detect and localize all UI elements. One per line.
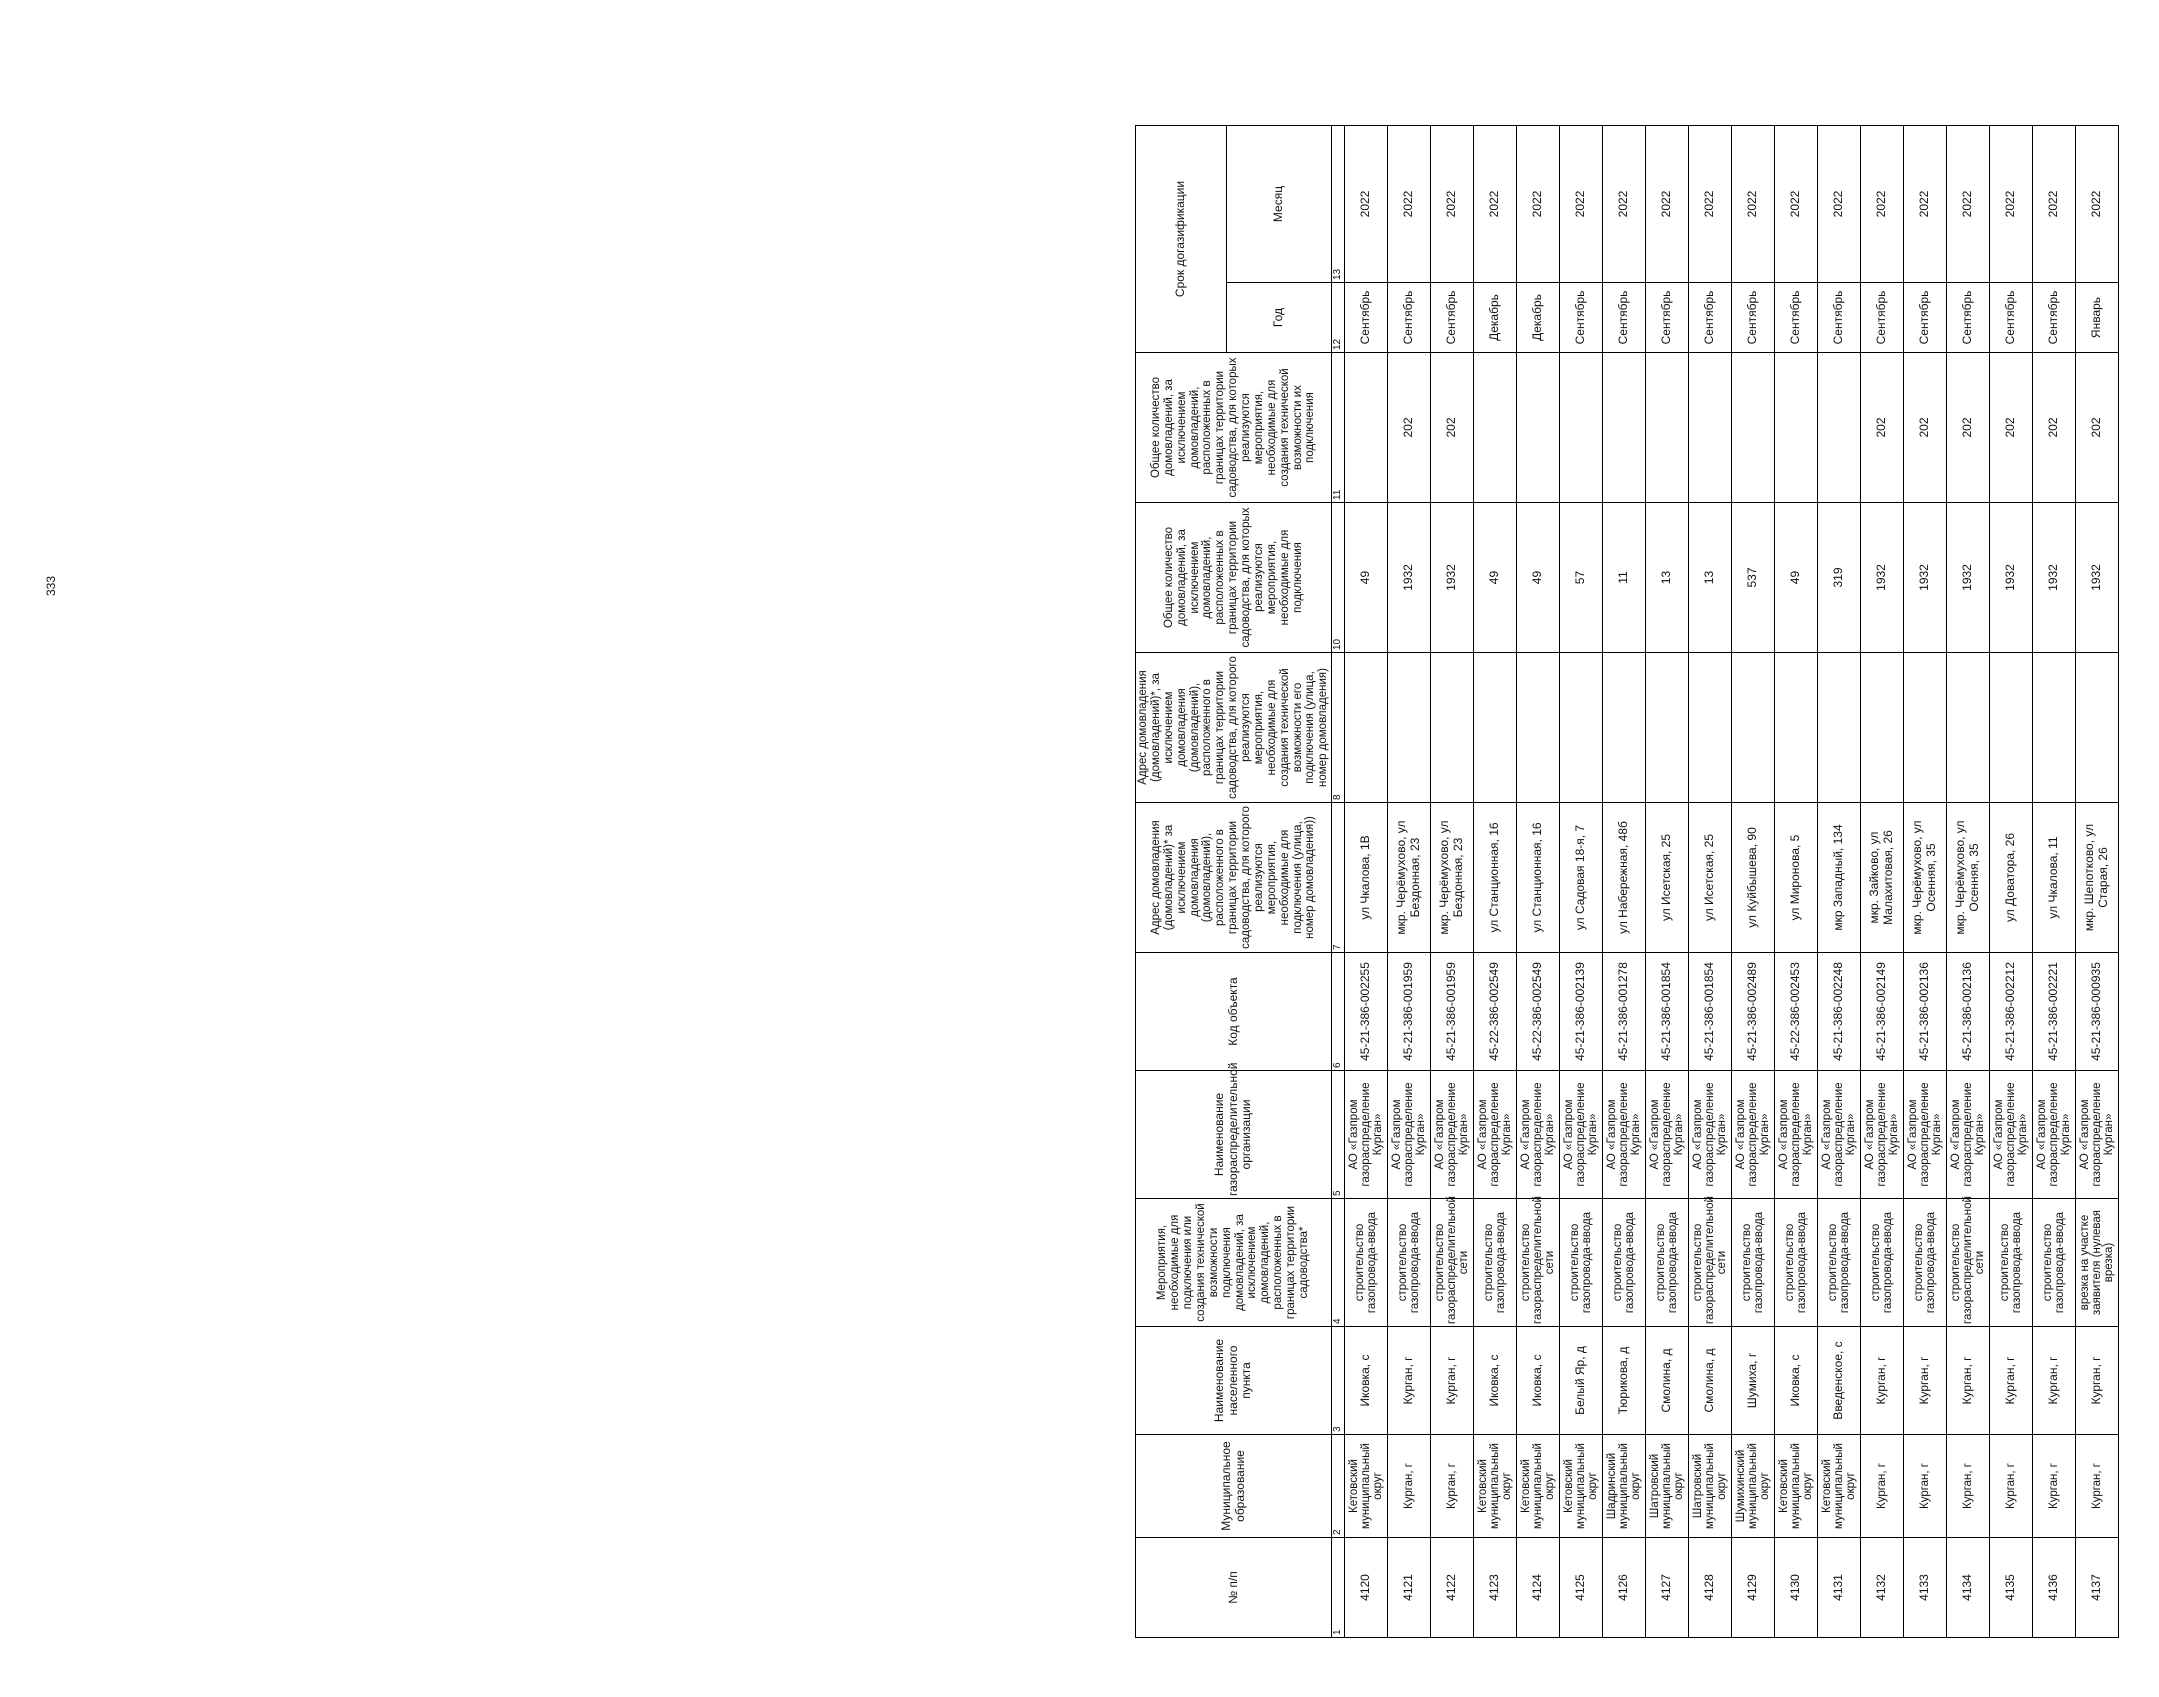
- row-number: 4129: [1732, 1538, 1775, 1638]
- address-capability-cell: [1947, 653, 1990, 803]
- column-number: 5: [1332, 1071, 1345, 1199]
- object-code-cell: 45-21-386-001959: [1431, 953, 1474, 1071]
- header-total-connection: Общее количество домовладений, за исключением домовладений, расположенных в границах территории садоводства, для которых реализуются мероприятия, необходимые для подключения: [1136, 503, 1332, 653]
- organization-cell: АО «Газпром газораспределение Курган»: [1560, 1071, 1603, 1199]
- object-code-cell: 45-21-386-002255: [1345, 953, 1388, 1071]
- measure-cell: строительство газопровода-ввода: [1646, 1199, 1689, 1327]
- row-number: 4120: [1345, 1538, 1388, 1638]
- settlement-cell: Введенское, с: [1818, 1327, 1861, 1435]
- year-cell: 2022: [2076, 126, 2119, 283]
- table-row: [1689, 126, 1732, 1638]
- month-name-cell: Сентябрь: [1818, 283, 1861, 353]
- object-code-cell: 45-21-386-001854: [1689, 953, 1732, 1071]
- month-name-cell: Декабрь: [1474, 283, 1517, 353]
- table-row: [1646, 126, 1689, 1638]
- month-name-cell: Январь: [2076, 283, 2119, 353]
- year-cell: 2022: [1732, 126, 1775, 283]
- total-connection-cell: 49: [1517, 503, 1560, 653]
- month-name-cell: Сентябрь: [1560, 283, 1603, 353]
- total-connection-cell: 537: [1732, 503, 1775, 653]
- header-num: № п/п: [1136, 1538, 1332, 1638]
- object-code-cell: 45-21-386-001854: [1646, 953, 1689, 1071]
- header-deadline-group: Срок догазификации: [1136, 126, 1227, 353]
- municipality-cell: Шадринский муниципальный округ: [1603, 1435, 1646, 1538]
- object-code-cell: 45-21-386-001278: [1603, 953, 1646, 1071]
- table-row: [1560, 126, 1603, 1638]
- measure-cell: строительство газопровода-ввода: [1775, 1199, 1818, 1327]
- month-name-cell: Сентябрь: [1947, 283, 1990, 353]
- object-code-cell: 45-21-386-002248: [1818, 953, 1861, 1071]
- organization-cell: АО «Газпром газораспределение Курган»: [2033, 1071, 2076, 1199]
- organization-cell: АО «Газпром газораспределение Курган»: [1517, 1071, 1560, 1199]
- address-capability-cell: [1646, 653, 1689, 803]
- header-total-capability: Общее количество домовладений, за исключением домовладений, расположенных в границах территории садоводства, для которых реализуются мероприятия, необходимые для создания технической возможности их подключения: [1136, 353, 1332, 503]
- year-cell: 2022: [1517, 126, 1560, 283]
- column-number: 11: [1332, 353, 1345, 503]
- table-row: [1861, 126, 1904, 1638]
- total-capability-cell: [1603, 353, 1646, 503]
- measure-cell: строительство газораспределительной сети: [1947, 1199, 1990, 1327]
- object-code-cell: 45-21-386-000935: [2076, 953, 2119, 1071]
- measure-cell: строительство газопровода-ввода: [1904, 1199, 1947, 1327]
- municipality-cell: Курган, г: [2076, 1435, 2119, 1538]
- address-capability-cell: [1345, 653, 1388, 803]
- total-connection-cell: 1932: [1431, 503, 1474, 653]
- total-capability-cell: [1775, 353, 1818, 503]
- measure-cell: врезка на участке заявителя (нулевая врезка): [2076, 1199, 2119, 1327]
- measure-cell: строительство газораспределительной сети: [1689, 1199, 1732, 1327]
- month-name-cell: Декабрь: [1517, 283, 1560, 353]
- header-organization: Наименование газораспределительной организации: [1136, 1071, 1332, 1199]
- table-row: [1990, 126, 2033, 1638]
- month-name-cell: Сентябрь: [1603, 283, 1646, 353]
- organization-cell: АО «Газпром газораспределение Курган»: [1818, 1071, 1861, 1199]
- settlement-cell: Курган, г: [1861, 1327, 1904, 1435]
- header-municipality: Муниципальное образование: [1136, 1435, 1332, 1538]
- address-connection-cell: мкр Западный, 134: [1818, 803, 1861, 953]
- year-cell: 2022: [1345, 126, 1388, 283]
- municipality-cell: Шумихинский муниципальный округ: [1732, 1435, 1775, 1538]
- organization-cell: АО «Газпром газораспределение Курган»: [1345, 1071, 1388, 1199]
- total-connection-cell: 1932: [1990, 503, 2033, 653]
- address-connection-cell: ул Станционная, 16: [1517, 803, 1560, 953]
- address-connection-cell: ул Исетская, 25: [1646, 803, 1689, 953]
- total-connection-cell: 49: [1345, 503, 1388, 653]
- year-cell: 2022: [1904, 126, 1947, 283]
- measure-cell: строительство газопровода-ввода: [1474, 1199, 1517, 1327]
- object-code-cell: 45-21-386-001959: [1388, 953, 1431, 1071]
- object-code-cell: 45-21-386-002136: [1947, 953, 1990, 1071]
- address-capability-cell: [1861, 653, 1904, 803]
- address-capability-cell: [2033, 653, 2076, 803]
- total-connection-cell: 13: [1689, 503, 1732, 653]
- column-number: 6: [1332, 953, 1345, 1071]
- object-code-cell: 45-22-386-002453: [1775, 953, 1818, 1071]
- organization-cell: АО «Газпром газораспределение Курган»: [1947, 1071, 1990, 1199]
- header-settlement: Наименование населенного пункта: [1136, 1327, 1332, 1435]
- total-capability-cell: 202: [1861, 353, 1904, 503]
- year-cell: 2022: [1388, 126, 1431, 283]
- total-capability-cell: 202: [1388, 353, 1431, 503]
- address-connection-cell: мкр. Черёмухово, ул Осенняя, 35: [1904, 803, 1947, 953]
- municipality-cell: Курган, г: [1947, 1435, 1990, 1538]
- rotated-sheet: [1135, 126, 2159, 1638]
- table-row: [1818, 126, 1861, 1638]
- year-cell: 2022: [1603, 126, 1646, 283]
- address-capability-cell: [1517, 653, 1560, 803]
- table-row: [2033, 126, 2076, 1638]
- total-connection-cell: 49: [1474, 503, 1517, 653]
- address-capability-cell: [1818, 653, 1861, 803]
- measure-cell: строительство газопровода-ввода: [1345, 1199, 1388, 1327]
- object-code-cell: 45-21-386-002139: [1560, 953, 1603, 1071]
- object-code-cell: 45-21-386-002489: [1732, 953, 1775, 1071]
- month-name-cell: Сентябрь: [1775, 283, 1818, 353]
- object-code-cell: 45-22-386-002549: [1474, 953, 1517, 1071]
- total-capability-cell: [1689, 353, 1732, 503]
- address-capability-cell: [1603, 653, 1646, 803]
- settlement-cell: Иковка, с: [1775, 1327, 1818, 1435]
- address-capability-cell: [1560, 653, 1603, 803]
- municipality-cell: Кетовский муниципальный округ: [1818, 1435, 1861, 1538]
- row-number: 4126: [1603, 1538, 1646, 1638]
- column-number: 2: [1332, 1435, 1345, 1538]
- measure-cell: строительство газопровода-ввода: [2033, 1199, 2076, 1327]
- address-capability-cell: [1990, 653, 2033, 803]
- table-row: [1431, 126, 1474, 1638]
- organization-cell: АО «Газпром газораспределение Курган»: [1603, 1071, 1646, 1199]
- address-connection-cell: ул Исетская, 25: [1689, 803, 1732, 953]
- column-number: 13: [1332, 126, 1345, 283]
- settlement-cell: Тюрикова, д: [1603, 1327, 1646, 1435]
- total-capability-cell: [1474, 353, 1517, 503]
- column-number: 4: [1332, 1199, 1345, 1327]
- table-row: [1517, 126, 1560, 1638]
- municipality-cell: Курган, г: [1990, 1435, 2033, 1538]
- object-code-cell: 45-21-386-002149: [1861, 953, 1904, 1071]
- total-capability-cell: 202: [1947, 353, 1990, 503]
- settlement-cell: Курган, г: [1990, 1327, 2033, 1435]
- object-code-cell: 45-21-386-002136: [1904, 953, 1947, 1071]
- month-name-cell: Сентябрь: [1646, 283, 1689, 353]
- address-connection-cell: ул Набережная, 48б: [1603, 803, 1646, 953]
- month-name-cell: Сентябрь: [1388, 283, 1431, 353]
- total-capability-cell: 202: [1904, 353, 1947, 503]
- organization-cell: АО «Газпром газораспределение Курган»: [1689, 1071, 1732, 1199]
- address-connection-cell: мкр. Зайково, ул Малахитовая, 26: [1861, 803, 1904, 953]
- municipality-cell: Кетовский муниципальный округ: [1474, 1435, 1517, 1538]
- month-name-cell: Сентябрь: [1431, 283, 1474, 353]
- year-cell: 2022: [1861, 126, 1904, 283]
- organization-cell: АО «Газпром газораспределение Курган»: [1388, 1071, 1431, 1199]
- row-number: 4132: [1861, 1538, 1904, 1638]
- column-number: 3: [1332, 1327, 1345, 1435]
- total-connection-cell: 13: [1646, 503, 1689, 653]
- settlement-cell: Курган, г: [2076, 1327, 2119, 1435]
- total-connection-cell: 1932: [1388, 503, 1431, 653]
- row-number: 4131: [1818, 1538, 1861, 1638]
- row-number: 4125: [1560, 1538, 1603, 1638]
- address-capability-cell: [1732, 653, 1775, 803]
- organization-cell: АО «Газпром газораспределение Курган»: [1861, 1071, 1904, 1199]
- month-name-cell: Сентябрь: [1904, 283, 1947, 353]
- measure-cell: строительство газопровода-ввода: [1388, 1199, 1431, 1327]
- row-number: 4127: [1646, 1538, 1689, 1638]
- total-connection-cell: 49: [1775, 503, 1818, 653]
- row-number: 4133: [1904, 1538, 1947, 1638]
- settlement-cell: Курган, г: [1904, 1327, 1947, 1435]
- year-cell: 2022: [1646, 126, 1689, 283]
- total-connection-cell: 11: [1603, 503, 1646, 653]
- header-measures: Мероприятия, необходимые для подключения или создания технической возможности подключения домовладений, за исключением домовладений, расположенных в границах территории садоводства*: [1136, 1199, 1332, 1327]
- municipality-cell: Курган, г: [1904, 1435, 1947, 1538]
- row-number: 4134: [1947, 1538, 1990, 1638]
- address-capability-cell: [1775, 653, 1818, 803]
- table-row: [1947, 126, 1990, 1638]
- organization-cell: АО «Газпром газораспределение Курган»: [2076, 1071, 2119, 1199]
- table-row: [1345, 126, 1388, 1638]
- object-code-cell: 45-22-386-002549: [1517, 953, 1560, 1071]
- settlement-cell: Курган, г: [1431, 1327, 1474, 1435]
- total-capability-cell: 202: [2076, 353, 2119, 503]
- municipality-cell: Кетовский муниципальный округ: [1560, 1435, 1603, 1538]
- table-row: [2076, 126, 2119, 1638]
- settlement-cell: Курган, г: [1388, 1327, 1431, 1435]
- year-cell: 2022: [1947, 126, 1990, 283]
- year-cell: 2022: [2033, 126, 2076, 283]
- total-capability-cell: [1646, 353, 1689, 503]
- municipality-cell: Кетовский муниципальный округ: [1775, 1435, 1818, 1538]
- measure-cell: строительство газораспределительной сети: [1431, 1199, 1474, 1327]
- measure-cell: строительство газопровода-ввода: [1603, 1199, 1646, 1327]
- year-cell: 2022: [1775, 126, 1818, 283]
- total-capability-cell: [1560, 353, 1603, 503]
- table-body: [1345, 126, 2119, 1638]
- table-row: [1904, 126, 1947, 1638]
- column-number: 8: [1332, 653, 1345, 803]
- total-connection-cell: 1932: [1861, 503, 1904, 653]
- settlement-cell: Смолина, д: [1646, 1327, 1689, 1435]
- address-capability-cell: [1474, 653, 1517, 803]
- organization-cell: АО «Газпром газораспределение Курган»: [1646, 1071, 1689, 1199]
- address-connection-cell: ул Миронова, 5: [1775, 803, 1818, 953]
- year-cell: 2022: [1560, 126, 1603, 283]
- address-connection-cell: мкр. Черёмухово, ул Бездонная, 23: [1388, 803, 1431, 953]
- total-connection-cell: 57: [1560, 503, 1603, 653]
- total-connection-cell: 1932: [2076, 503, 2119, 653]
- organization-cell: АО «Газпром газораспределение Курган»: [1775, 1071, 1818, 1199]
- column-number: 1: [1332, 1538, 1345, 1638]
- table-row: [1732, 126, 1775, 1638]
- gasification-table: [1135, 125, 2119, 1638]
- settlement-cell: Смолина, д: [1689, 1327, 1732, 1435]
- municipality-cell: Курган, г: [1861, 1435, 1904, 1538]
- column-number: 10: [1332, 503, 1345, 653]
- organization-cell: АО «Газпром газораспределение Курган»: [1904, 1071, 1947, 1199]
- header-object-code: Код объекта: [1136, 953, 1332, 1071]
- month-name-cell: Сентябрь: [2033, 283, 2076, 353]
- table-row: [1388, 126, 1431, 1638]
- organization-cell: АО «Газпром газораспределение Курган»: [1732, 1071, 1775, 1199]
- total-capability-cell: [1818, 353, 1861, 503]
- total-connection-cell: 319: [1818, 503, 1861, 653]
- settlement-cell: Иковка, с: [1345, 1327, 1388, 1435]
- settlement-cell: Курган, г: [2033, 1327, 2076, 1435]
- municipality-cell: Кетовский муниципальный округ: [1517, 1435, 1560, 1538]
- month-name-cell: Сентябрь: [1732, 283, 1775, 353]
- row-number: 4121: [1388, 1538, 1431, 1638]
- month-name-cell: Сентябрь: [1990, 283, 2033, 353]
- address-connection-cell: ул Станционная, 16: [1474, 803, 1517, 953]
- municipality-cell: Кетовский муниципальный округ: [1345, 1435, 1388, 1538]
- total-connection-cell: 1932: [1947, 503, 1990, 653]
- column-number-row: [1332, 126, 1345, 1638]
- measure-cell: строительство газопровода-ввода: [1560, 1199, 1603, 1327]
- row-number: 4123: [1474, 1538, 1517, 1638]
- settlement-cell: Шумиха, г: [1732, 1327, 1775, 1435]
- address-capability-cell: [1388, 653, 1431, 803]
- municipality-cell: Курган, г: [1431, 1435, 1474, 1538]
- measure-cell: строительство газораспределительной сети: [1517, 1199, 1560, 1327]
- total-capability-cell: [1732, 353, 1775, 503]
- municipality-cell: Шатровский муниципальный округ: [1689, 1435, 1732, 1538]
- column-number: 12: [1332, 283, 1345, 353]
- measure-cell: строительство газопровода-ввода: [1818, 1199, 1861, 1327]
- total-capability-cell: 202: [2033, 353, 2076, 503]
- total-capability-cell: [1517, 353, 1560, 503]
- total-capability-cell: [1345, 353, 1388, 503]
- year-cell: 2022: [1990, 126, 2033, 283]
- table-row: [1603, 126, 1646, 1638]
- row-number: 4136: [2033, 1538, 2076, 1638]
- row-number: 4135: [1990, 1538, 2033, 1638]
- month-name-cell: Сентябрь: [1861, 283, 1904, 353]
- organization-cell: АО «Газпром газораспределение Курган»: [1431, 1071, 1474, 1199]
- total-connection-cell: 1932: [2033, 503, 2076, 653]
- address-capability-cell: [1431, 653, 1474, 803]
- address-capability-cell: [1689, 653, 1732, 803]
- settlement-cell: Белый Яр, д: [1560, 1327, 1603, 1435]
- header-month: Месяц: [1226, 126, 1332, 283]
- row-number: 4130: [1775, 1538, 1818, 1638]
- measure-cell: строительство газопровода-ввода: [1861, 1199, 1904, 1327]
- table-row: [1775, 126, 1818, 1638]
- object-code-cell: 45-21-386-002221: [2033, 953, 2076, 1071]
- column-number: 7: [1332, 803, 1345, 953]
- object-code-cell: 45-21-386-002212: [1990, 953, 2033, 1071]
- header-address-connection: Адрес домовладения (домовладений)* за исключением домовладения (домовладений), расположенного в границах территории садоводства, для которого реализуются мероприятия, необходимые для подключения (улица, номер домовладения)): [1136, 803, 1332, 953]
- address-connection-cell: ул Чкалова, 11: [2033, 803, 2076, 953]
- municipality-cell: Курган, г: [1388, 1435, 1431, 1538]
- header-address-capability: Адрес домовладения (домовладений)*, за исключением домовладения (домовладений), расположенного в границах территории садоводства, для которого реализуются мероприятия, необходимые для создания технической возможности его подключения (улица, номер домовладения): [1136, 653, 1332, 803]
- measure-cell: строительство газопровода-ввода: [1990, 1199, 2033, 1327]
- table-row: [1474, 126, 1517, 1638]
- address-connection-cell: ул Садовая 18-я, 7: [1560, 803, 1603, 953]
- row-number: 4137: [2076, 1538, 2119, 1638]
- settlement-cell: Курган, г: [1947, 1327, 1990, 1435]
- row-number: 4124: [1517, 1538, 1560, 1638]
- address-capability-cell: [2076, 653, 2119, 803]
- municipality-cell: Шатровский муниципальный округ: [1646, 1435, 1689, 1538]
- month-name-cell: Сентябрь: [1689, 283, 1732, 353]
- row-number: 4128: [1689, 1538, 1732, 1638]
- address-connection-cell: мкр. Шепотково, ул Старая, 26: [2076, 803, 2119, 953]
- address-connection-cell: ул Доватора, 26: [1990, 803, 2033, 953]
- address-connection-cell: ул Куйбышева, 90: [1732, 803, 1775, 953]
- municipality-cell: Курган, г: [2033, 1435, 2076, 1538]
- month-name-cell: Сентябрь: [1345, 283, 1388, 353]
- year-cell: 2022: [1818, 126, 1861, 283]
- year-cell: 2022: [1474, 126, 1517, 283]
- total-capability-cell: 202: [1431, 353, 1474, 503]
- page-number: 333: [44, 575, 58, 596]
- measure-cell: строительство газопровода-ввода: [1732, 1199, 1775, 1327]
- total-connection-cell: 1932: [1904, 503, 1947, 653]
- organization-cell: АО «Газпром газораспределение Курган»: [1474, 1071, 1517, 1199]
- settlement-cell: Иковка, с: [1474, 1327, 1517, 1435]
- settlement-cell: Иковка, с: [1517, 1327, 1560, 1435]
- header-year: Год: [1226, 283, 1332, 353]
- year-cell: 2022: [1689, 126, 1732, 283]
- total-capability-cell: 202: [1990, 353, 2033, 503]
- organization-cell: АО «Газпром газораспределение Курган»: [1990, 1071, 2033, 1199]
- row-number: 4122: [1431, 1538, 1474, 1638]
- address-connection-cell: мкр. Черёмухово, ул Бездонная, 23: [1431, 803, 1474, 953]
- address-connection-cell: мкр. Черёмухово, ул Осенняя, 35: [1947, 803, 1990, 953]
- year-cell: 2022: [1431, 126, 1474, 283]
- address-connection-cell: ул Чкалова, 1В: [1345, 803, 1388, 953]
- address-capability-cell: [1904, 653, 1947, 803]
